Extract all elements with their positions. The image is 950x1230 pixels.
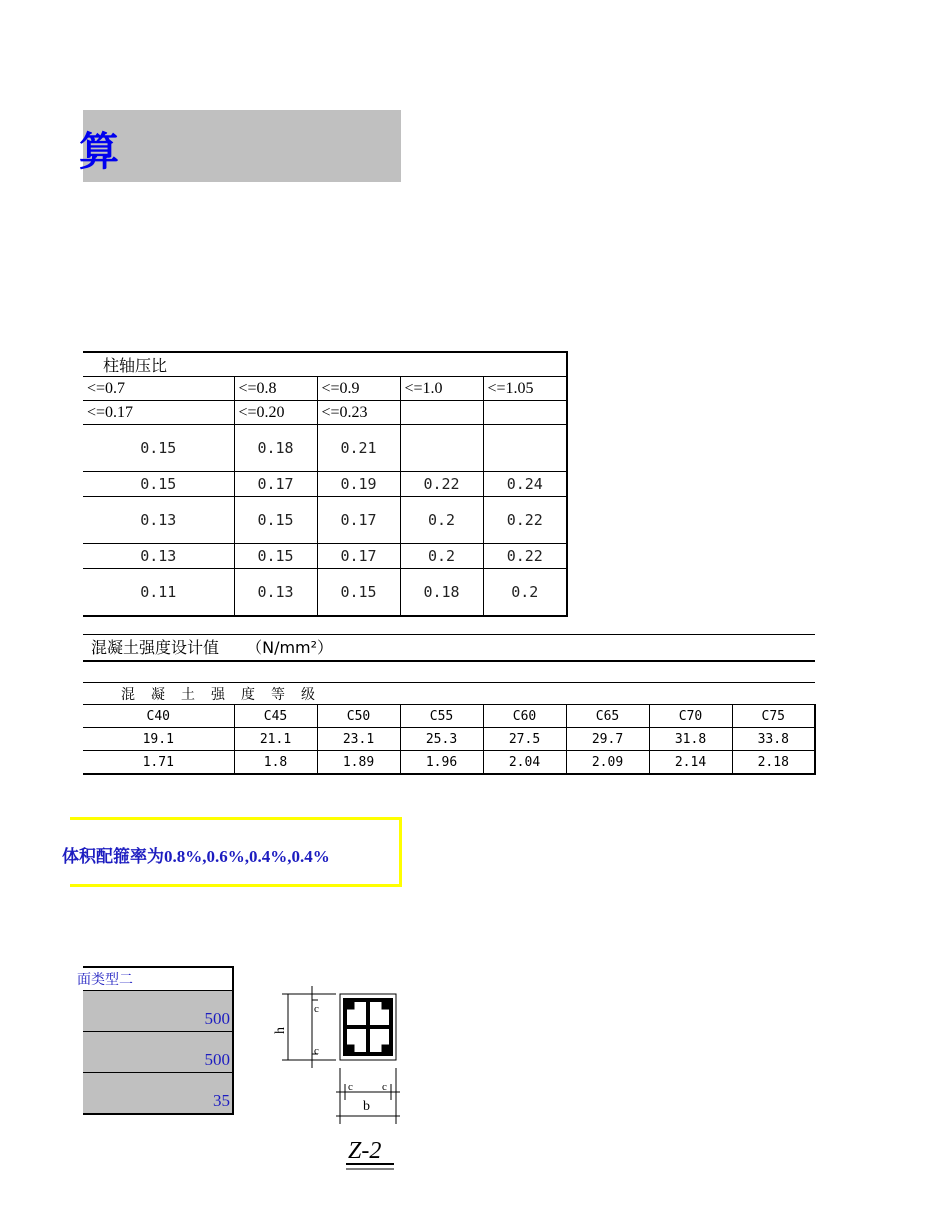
- ft-row: [83, 751, 815, 775]
- table-cell: <=0.8: [234, 377, 317, 401]
- table-cell: [483, 425, 567, 472]
- table-cell: [400, 425, 483, 472]
- table-cell: 29.7: [566, 728, 649, 751]
- table-cell: 33.8: [732, 728, 815, 751]
- table-cell: <=0.9: [317, 377, 400, 401]
- concrete-title-text: 混凝土强度设计值: [91, 638, 220, 657]
- table-cell: C60: [483, 705, 566, 728]
- table-cell: <=1.0: [400, 377, 483, 401]
- cover-label-right: c: [382, 1081, 387, 1093]
- cover-label-left: c: [348, 1081, 353, 1093]
- table-row: [83, 569, 567, 617]
- ratio-label-row-1: [83, 377, 567, 401]
- table-cell: 0.15: [83, 472, 234, 497]
- table-cell: C75: [732, 705, 815, 728]
- axial-ratio-header: 柱轴压比: [83, 352, 567, 377]
- column-section-diagram: [268, 984, 408, 1184]
- concrete-unit-text: （N/mm²）: [246, 638, 334, 657]
- cover-label-bottom: c: [314, 1045, 319, 1057]
- table-cell: <=1.05: [483, 377, 567, 401]
- section-type-label: 面类型二: [83, 967, 233, 991]
- table-cell: 19.1: [83, 728, 234, 751]
- table-cell: 0.17: [317, 544, 400, 569]
- table-cell: 0.18: [234, 425, 317, 472]
- concrete-strength-table: [83, 704, 816, 775]
- width-label: b: [363, 1099, 370, 1114]
- table-cell: [483, 401, 567, 425]
- table-cell: 1.71: [83, 751, 234, 775]
- ratio-label-row-2: [83, 401, 567, 425]
- table-cell: [400, 401, 483, 425]
- table-cell: 0.15: [83, 425, 234, 472]
- table-cell: 0.17: [317, 497, 400, 544]
- table-cell: 0.2: [483, 569, 567, 617]
- concrete-strength-title: [83, 634, 815, 662]
- section-value-cell[interactable]: 500: [83, 991, 233, 1032]
- table-cell: 0.13: [234, 569, 317, 617]
- stirrup-ratio-note: [62, 817, 402, 887]
- section-caption: Z-2: [348, 1138, 382, 1164]
- table-cell: 25.3: [400, 728, 483, 751]
- table-cell: <=0.23: [317, 401, 400, 425]
- table-cell: 2.18: [732, 751, 815, 775]
- cover-label-top: c: [314, 1003, 319, 1015]
- table-cell: 1.8: [234, 751, 317, 775]
- table-cell: 0.22: [400, 472, 483, 497]
- table-cell: 0.15: [234, 497, 317, 544]
- table-cell: C40: [83, 705, 234, 728]
- table-cell: <=0.17: [83, 401, 234, 425]
- section-value-cell[interactable]: 500: [83, 1032, 233, 1073]
- fc-row: [83, 728, 815, 751]
- table-cell: <=0.20: [234, 401, 317, 425]
- table-cell: 0.17: [234, 472, 317, 497]
- table-cell: 0.22: [483, 497, 567, 544]
- table-cell: 0.13: [83, 544, 234, 569]
- table-cell: C45: [234, 705, 317, 728]
- grade-row: [83, 705, 815, 728]
- table-cell: C55: [400, 705, 483, 728]
- height-label: h: [273, 1027, 288, 1034]
- table-row: [83, 472, 567, 497]
- table-cell: 31.8: [649, 728, 732, 751]
- table-cell: 0.19: [317, 472, 400, 497]
- section-value-cell[interactable]: 35: [83, 1073, 233, 1115]
- axial-ratio-table: [83, 351, 568, 617]
- table-cell: 0.24: [483, 472, 567, 497]
- table-cell: 0.21: [317, 425, 400, 472]
- table-cell: 0.2: [400, 497, 483, 544]
- table-cell: C65: [566, 705, 649, 728]
- table-cell: 1.96: [400, 751, 483, 775]
- table-cell: 0.22: [483, 544, 567, 569]
- table-cell: 0.11: [83, 569, 234, 617]
- table-cell: <=0.7: [83, 377, 234, 401]
- grade-header-text: 混凝土强度等级: [121, 687, 331, 703]
- table-cell: 23.1: [317, 728, 400, 751]
- section-type-table: [77, 966, 234, 1115]
- table-cell: 21.1: [234, 728, 317, 751]
- table-cell: 0.15: [234, 544, 317, 569]
- concrete-grade-header: [83, 682, 815, 705]
- table-row: [83, 497, 567, 544]
- stirrup-ratio-note-text: 体积配箍率为0.8%,0.6%,0.4%,0.4%: [62, 847, 330, 866]
- table-cell: 2.14: [649, 751, 732, 775]
- title-banner: [79, 110, 401, 182]
- page-title: 算: [79, 129, 121, 175]
- table-cell: C50: [317, 705, 400, 728]
- table-cell: C70: [649, 705, 732, 728]
- table-cell: 0.13: [83, 497, 234, 544]
- table-row: [83, 425, 567, 472]
- table-row: [83, 544, 567, 569]
- table-cell: 0.15: [317, 569, 400, 617]
- table-cell: 2.04: [483, 751, 566, 775]
- table-cell: 0.18: [400, 569, 483, 617]
- table-cell: 27.5: [483, 728, 566, 751]
- table-cell: 0.2: [400, 544, 483, 569]
- table-cell: 1.89: [317, 751, 400, 775]
- table-cell: 2.09: [566, 751, 649, 775]
